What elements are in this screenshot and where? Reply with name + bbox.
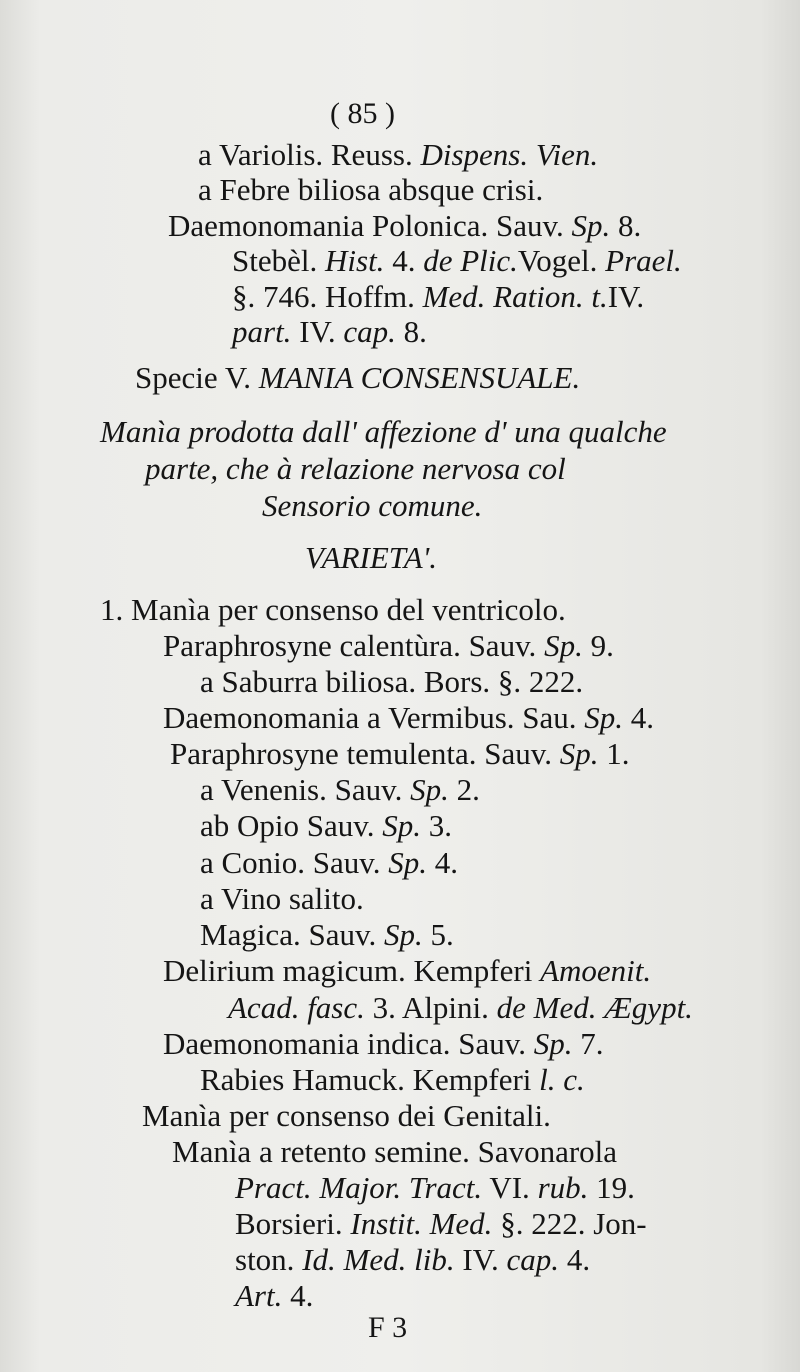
text-span: Daemonomania a Vermibus. Sau. <box>163 700 585 735</box>
text-span: IV. <box>291 314 344 349</box>
text-span: Sp. <box>382 808 421 843</box>
text-line <box>100 592 566 628</box>
text-span: MANIA CONSENSUALE. <box>258 360 581 395</box>
text-span: de Med. Ægypt. <box>496 990 693 1025</box>
text-line <box>232 314 427 350</box>
text-span: Manìa a retento semine. Savonarola <box>172 1134 618 1169</box>
text-span: 4. <box>282 1278 314 1313</box>
text-span: a Vino salito. <box>200 881 364 916</box>
text-line <box>262 488 482 524</box>
text-span: ab Opio Sauv. <box>200 808 383 843</box>
text-line <box>200 808 452 844</box>
section-heading <box>305 540 437 576</box>
text-span: Specie V. <box>135 360 259 395</box>
text-span: Amoenit. <box>540 953 652 988</box>
text-span: Sp. <box>571 208 611 243</box>
text-span: 8. <box>395 314 427 349</box>
text-line <box>100 414 667 450</box>
text-span: Sp. <box>533 1026 573 1061</box>
text-line <box>235 1170 635 1206</box>
text-span: l. c. <box>539 1062 585 1097</box>
text-span: 5. <box>422 917 454 952</box>
text-line <box>228 990 693 1026</box>
text-span: 4. <box>623 700 655 735</box>
text-span: 9. <box>582 628 614 663</box>
text-line <box>235 1242 590 1278</box>
text-span: VARIETA'. <box>305 540 438 575</box>
text-span: Rabies Hamuck. Kempferi <box>200 1062 540 1097</box>
text-line <box>168 208 641 244</box>
text-span: Daemonomania Polonica. Sauv. <box>168 208 572 243</box>
text-span: part. <box>232 314 292 349</box>
text-span: §. 222. Jon- <box>492 1206 647 1241</box>
text-span: a Conio. Sauv. <box>200 845 389 880</box>
text-span: Instit. Med. <box>350 1206 493 1241</box>
text-line <box>200 881 364 917</box>
text-line <box>163 700 654 736</box>
text-span: Sensorio comune. <box>262 488 483 523</box>
text-line <box>142 1098 551 1134</box>
text-line <box>198 137 598 173</box>
text-span: 4. <box>384 243 424 278</box>
text-span: 3. Alpini. <box>364 990 497 1025</box>
text-span: Manìa prodotta dall' affezione d' una qualche <box>100 414 667 449</box>
text-span: IV. <box>454 1242 507 1277</box>
text-span: 4. <box>427 845 459 880</box>
text-span: Sp. <box>559 736 599 771</box>
text-line <box>200 845 458 881</box>
text-span: 8. <box>610 208 642 243</box>
text-span: de Plic. <box>423 243 518 278</box>
text-span: cap. <box>506 1242 560 1277</box>
text-span: Dispens. Vien. <box>420 137 599 172</box>
signature-mark: F 3 <box>368 1311 408 1344</box>
text-line <box>200 664 583 700</box>
text-span: Hist. <box>325 243 385 278</box>
text-span: 1. <box>598 736 630 771</box>
text-line <box>145 451 566 487</box>
text-span: Sp. <box>544 628 583 663</box>
text-span: Sp. <box>388 845 428 880</box>
text-span: a Venenis. Sauv. <box>200 772 411 807</box>
text-span: ston. <box>235 1242 303 1277</box>
text-line <box>200 772 480 808</box>
text-span: cap. <box>343 314 396 349</box>
text-span: Id. Med. lib. <box>302 1242 455 1277</box>
text-line <box>232 243 682 279</box>
text-span: Acad. fasc. <box>228 990 365 1025</box>
text-span: Manìa per consenso dei Genitali. <box>142 1098 551 1133</box>
text-line <box>163 1026 604 1062</box>
text-span: IV. <box>607 279 645 314</box>
text-span: Prael. <box>605 243 682 278</box>
text-line <box>198 172 543 208</box>
text-span: Med. Ration. t. <box>422 279 608 314</box>
section-heading <box>135 360 580 396</box>
text-line <box>163 953 651 989</box>
text-span: 7. <box>572 1026 604 1061</box>
text-span: a Variolis. Reuss. <box>198 137 421 172</box>
text-line <box>163 628 614 664</box>
text-span: Art. <box>235 1278 283 1313</box>
text-span: Sp. <box>410 772 449 807</box>
text-span: Vogel. <box>517 243 606 278</box>
text-span: Daemonomania indica. Sauv. <box>163 1026 534 1061</box>
text-line <box>235 1278 313 1314</box>
text-line <box>170 736 629 772</box>
text-span: Borsieri. <box>235 1206 351 1241</box>
text-span: 19. <box>588 1170 635 1205</box>
text-span: Pract. Major. Tract. <box>235 1170 483 1205</box>
text-span: 3. <box>421 808 452 843</box>
text-line <box>232 279 644 315</box>
text-line <box>200 1062 585 1098</box>
text-span: a Febre biliosa absque crisi. <box>198 172 544 207</box>
text-span: VI. <box>482 1170 538 1205</box>
text-span: Stebèl. <box>232 243 325 278</box>
text-line <box>200 917 454 953</box>
text-span: parte, che à relazione nervosa col <box>145 451 566 486</box>
text-span: Paraphrosyne temulenta. Sauv. <box>170 736 560 771</box>
text-span: rub. <box>537 1170 589 1205</box>
text-span: Sp. <box>383 917 423 952</box>
text-span: Magica. Sauv. <box>200 917 384 952</box>
text-span: §. 746. Hoffm. <box>232 279 423 314</box>
text-span: Paraphrosyne calentùra. Sauv. <box>163 628 545 663</box>
text-line <box>235 1206 647 1242</box>
text-span: Sp. <box>584 700 624 735</box>
text-line <box>172 1134 617 1170</box>
text-span: 2. <box>448 772 480 807</box>
text-span: 1. Manìa per consenso del ventricolo. <box>100 592 566 627</box>
page-number: ( 85 ) <box>330 97 395 130</box>
text-span: a Saburra biliosa. Bors. §. 222. <box>200 664 584 699</box>
text-span: 4. <box>559 1242 591 1277</box>
text-span: Delirium magicum. Kempferi <box>163 953 541 988</box>
